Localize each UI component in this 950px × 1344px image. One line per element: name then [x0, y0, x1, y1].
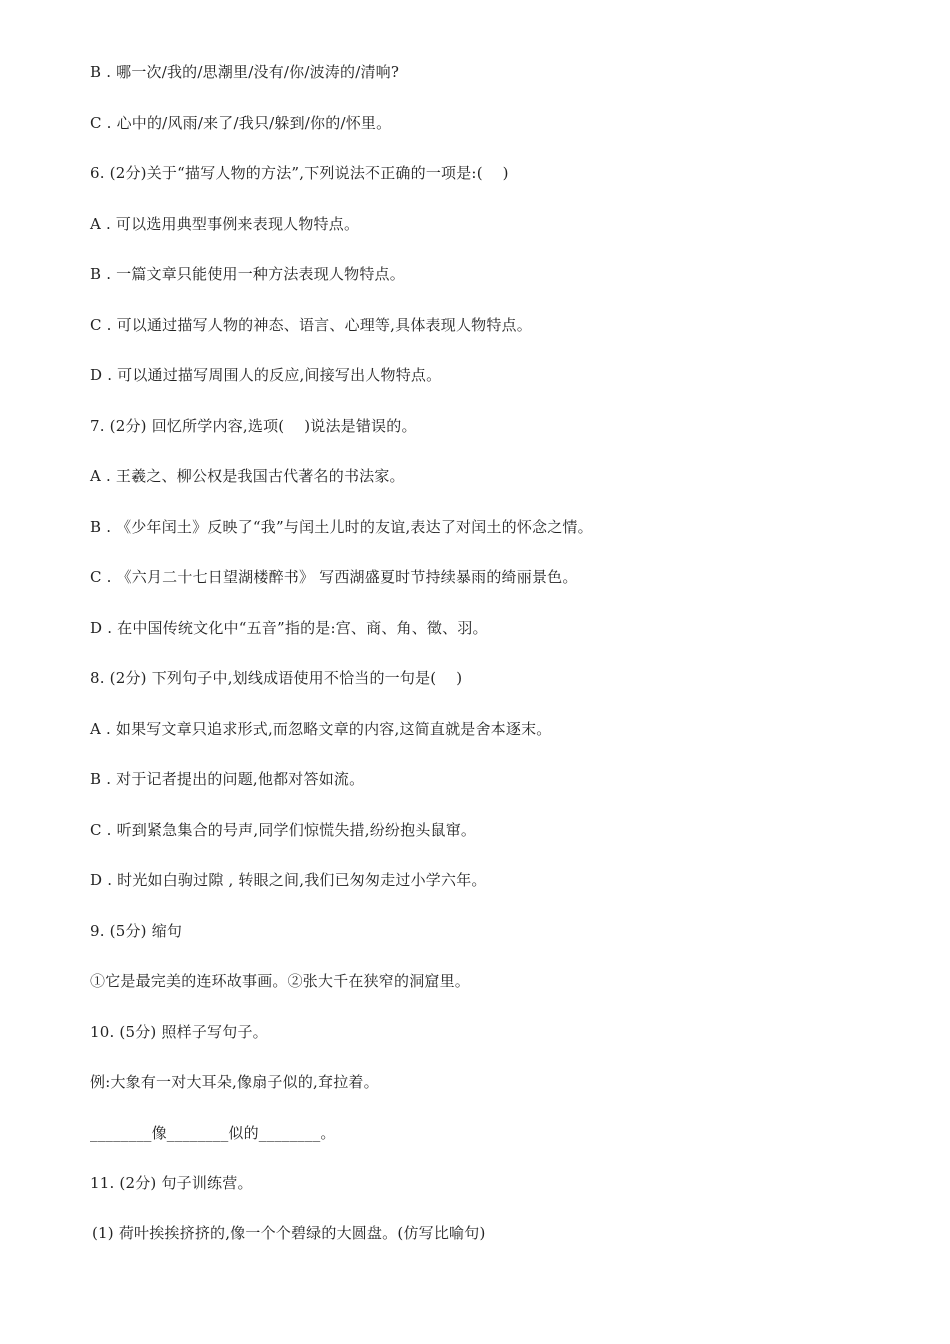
q11-stem: 11. (2分) 句子训练营。 — [90, 1174, 253, 1192]
q5-option-c: C . 心中的/风雨/来了/我只/躲到/你的/怀里。 — [90, 114, 392, 132]
q9-content: ①它是最完美的连环故事画。②张大千在狭窄的洞窟里。 — [90, 972, 471, 990]
q9-stem: 9. (5分) 缩句 — [90, 922, 183, 940]
q7-stem: 7. (2分) 回忆所学内容,选项( )说法是错误的。 — [90, 417, 417, 435]
q6-stem: 6. (2分)关于“描写人物的方法”,下列说法不正确的一项是:( ) — [90, 164, 509, 182]
q7-option-b: B . 《少年闰土》反映了“我”与闰土儿时的友谊,表达了对闰土的怀念之情。 — [90, 518, 593, 536]
q6-option-b: B . 一篇文章只能使用一种方法表现人物特点。 — [90, 265, 405, 283]
q7-option-c: C . 《六月二十七日望湖楼醉书》 写西湖盛夏时节持续暴雨的绮丽景色。 — [90, 568, 578, 586]
q7-option-a: A . 王羲之、柳公权是我国古代著名的书法家。 — [90, 467, 405, 485]
q8-option-d: D . 时光如白驹过隙 , 转眼之间,我们已匆匆走过小学六年。 — [90, 871, 487, 889]
q8-stem: 8. (2分) 下列句子中,划线成语使用不恰当的一句是( ) — [90, 669, 463, 687]
q10-example: 例:大象有一对大耳朵,像扇子似的,耷拉着。 — [90, 1073, 379, 1091]
q10-answer-blanks: ________像________似的________。 — [90, 1124, 336, 1142]
q8-option-c: C . 听到紧急集合的号声,同学们惊慌失措,纷纷抱头鼠窜。 — [90, 821, 477, 839]
q5-option-b: B . 哪一次/我的/思潮里/没有/你/波涛的/清响? — [90, 63, 400, 81]
q8-option-a: A . 如果写文章只追求形式,而忽略文章的内容,这简直就是舍本逐末。 — [90, 720, 552, 738]
q8-option-b: B . 对于记者提出的问题,他都对答如流。 — [90, 770, 365, 788]
q6-option-c: C . 可以通过描写人物的神态、语言、心理等,具体表现人物特点。 — [90, 316, 532, 334]
q7-option-d: D . 在中国传统文化中“五音”指的是:宫、商、角、徵、羽。 — [90, 619, 488, 637]
q10-stem: 10. (5分) 照样子写句子。 — [90, 1023, 268, 1041]
q6-option-d: D . 可以通过描写周围人的反应,间接写出人物特点。 — [90, 366, 442, 384]
q11-subquestion-1: (1) 荷叶挨挨挤挤的,像一个个碧绿的大圆盘。(仿写比喻句) — [92, 1224, 486, 1242]
q6-option-a: A . 可以选用典型事例来表现人物特点。 — [90, 215, 360, 233]
